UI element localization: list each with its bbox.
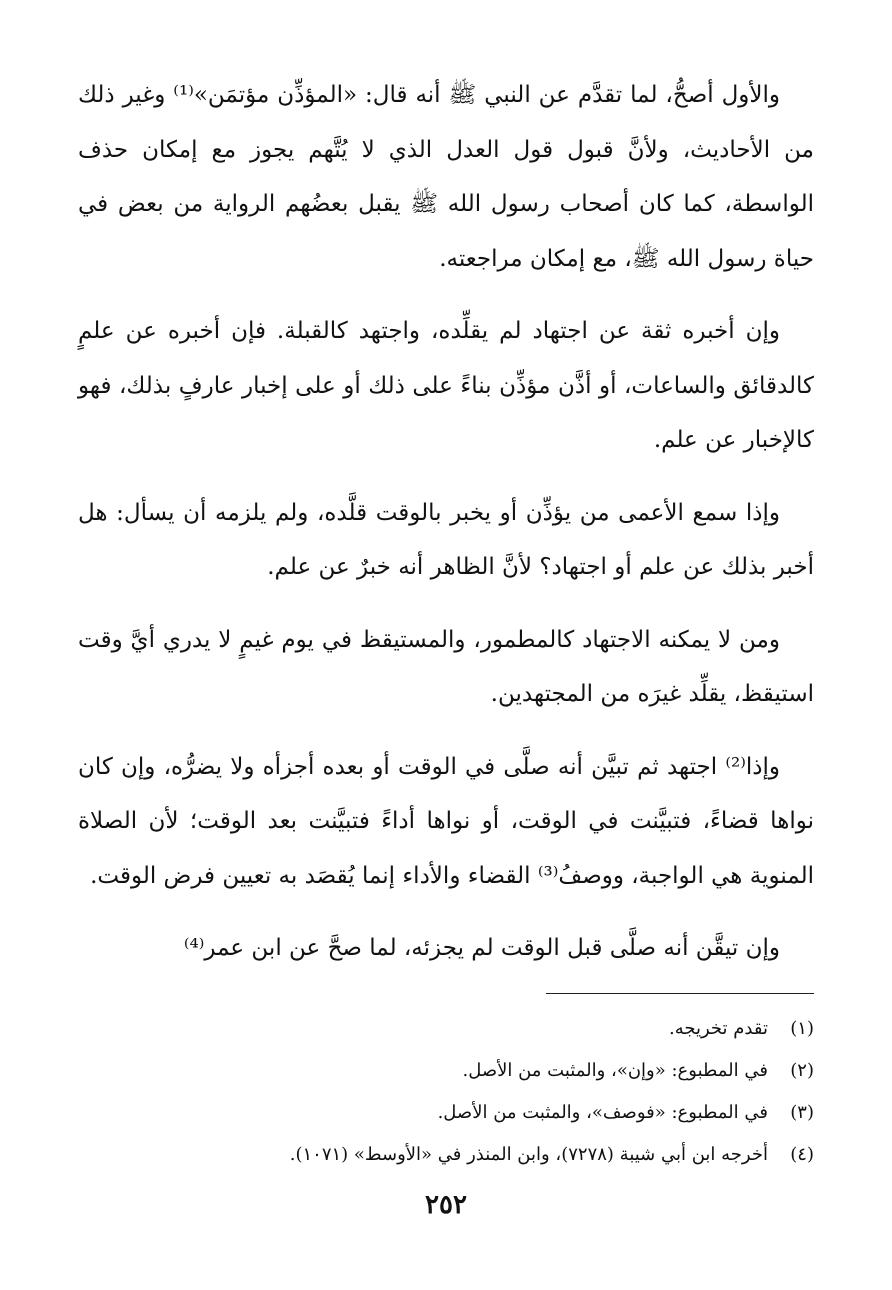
footnote-text: تقدم تخريجه. bbox=[669, 1018, 768, 1039]
footnote-number: (٢) bbox=[790, 1060, 814, 1081]
paragraph-2: وإن أخبره ثقة عن اجتهاد لم يقلِّده، واجتهد كالقبلة. فإن أخبره عن علمٍ كالدقائق والساعات، أو أذَّن مؤذِّن بناءً على ذلك أو على إخبار عارفٍ بذلك، فهو كالإخبار عن علم. bbox=[78, 318, 814, 453]
paragraph-6: وإن تيقَّن أنه صلَّى قبل الوقت لم يجزئه، لما صحَّ عن ابن عمر⁽⁴⁾ bbox=[183, 935, 780, 961]
footnote-number: (٣) bbox=[790, 1102, 814, 1123]
footnote-4 bbox=[78, 1134, 814, 1176]
footnote-1 bbox=[78, 1008, 814, 1050]
paragraph-3: وإذا سمع الأعمى من يؤذِّن أو يخبر بالوقت قلَّده، ولم يلزمه أن يسأل: هل أخبر بذلك عن علم أو اجتهاد؟ لأنَّ الظاهر أنه خبرٌ عن علم. bbox=[78, 499, 814, 580]
footnote-2 bbox=[78, 1050, 814, 1092]
footnote-number: (١) bbox=[790, 1018, 814, 1039]
page-number: ٢٥٢ bbox=[425, 1190, 467, 1220]
main-text bbox=[78, 68, 814, 976]
paragraph-5: وإذا⁽²⁾ اجتهد ثم تبيَّن أنه صلَّى في الوقت أو بعده أجزأه ولا يضرُّه، وإن كان نواها قضاءً، فتبيَّنت في الوقت، أو نواها أداءً فتبيَّنت بعد الوقت؛ لأن الصلاة المنوية هي الواجبة، ووصفُ⁽³⁾ القضاء والأداء إنما يُقصَد به تعيين فرض الوقت. bbox=[78, 753, 814, 889]
footnote-text: أخرجه ابن أبي شيبة (٧٢٧٨)، وابن المنذر في «الأوسط» (١٠٧١). bbox=[289, 1144, 768, 1165]
footnote-separator bbox=[546, 993, 814, 994]
paragraph-4: ومن لا يمكنه الاجتهاد كالمطمور، والمستيقظ في يوم غيمٍ لا يدري أيَّ وقت استيقظ، يقلِّد غيرَه من المجتهدين. bbox=[78, 626, 814, 707]
footnote-3 bbox=[78, 1092, 814, 1134]
footnote-number: (٤) bbox=[790, 1144, 814, 1165]
footnote-text: في المطبوع: «وإن»، والمثبت من الأصل. bbox=[462, 1060, 768, 1081]
footnotes bbox=[78, 1008, 814, 1176]
paragraph-1: والأول أصحُّ، لما تقدَّم عن النبي ﷺ أنه قال: «المؤذِّن مؤتمَن»⁽¹⁾ وغير ذلك من الأحاديث، ولأنَّ قبول قول العدل الذي لا يُتَّهم يجوز مع إمكان حذف الواسطة، كما كان أصحاب رسول الله ﷺ يقبل بعضُهم الرواية من بعض في حياة رسول الله ﷺ، مع إمكان مراجعته. bbox=[78, 82, 814, 272]
footnote-text: في المطبوع: «فوصف»، والمثبت من الأصل. bbox=[437, 1102, 768, 1123]
